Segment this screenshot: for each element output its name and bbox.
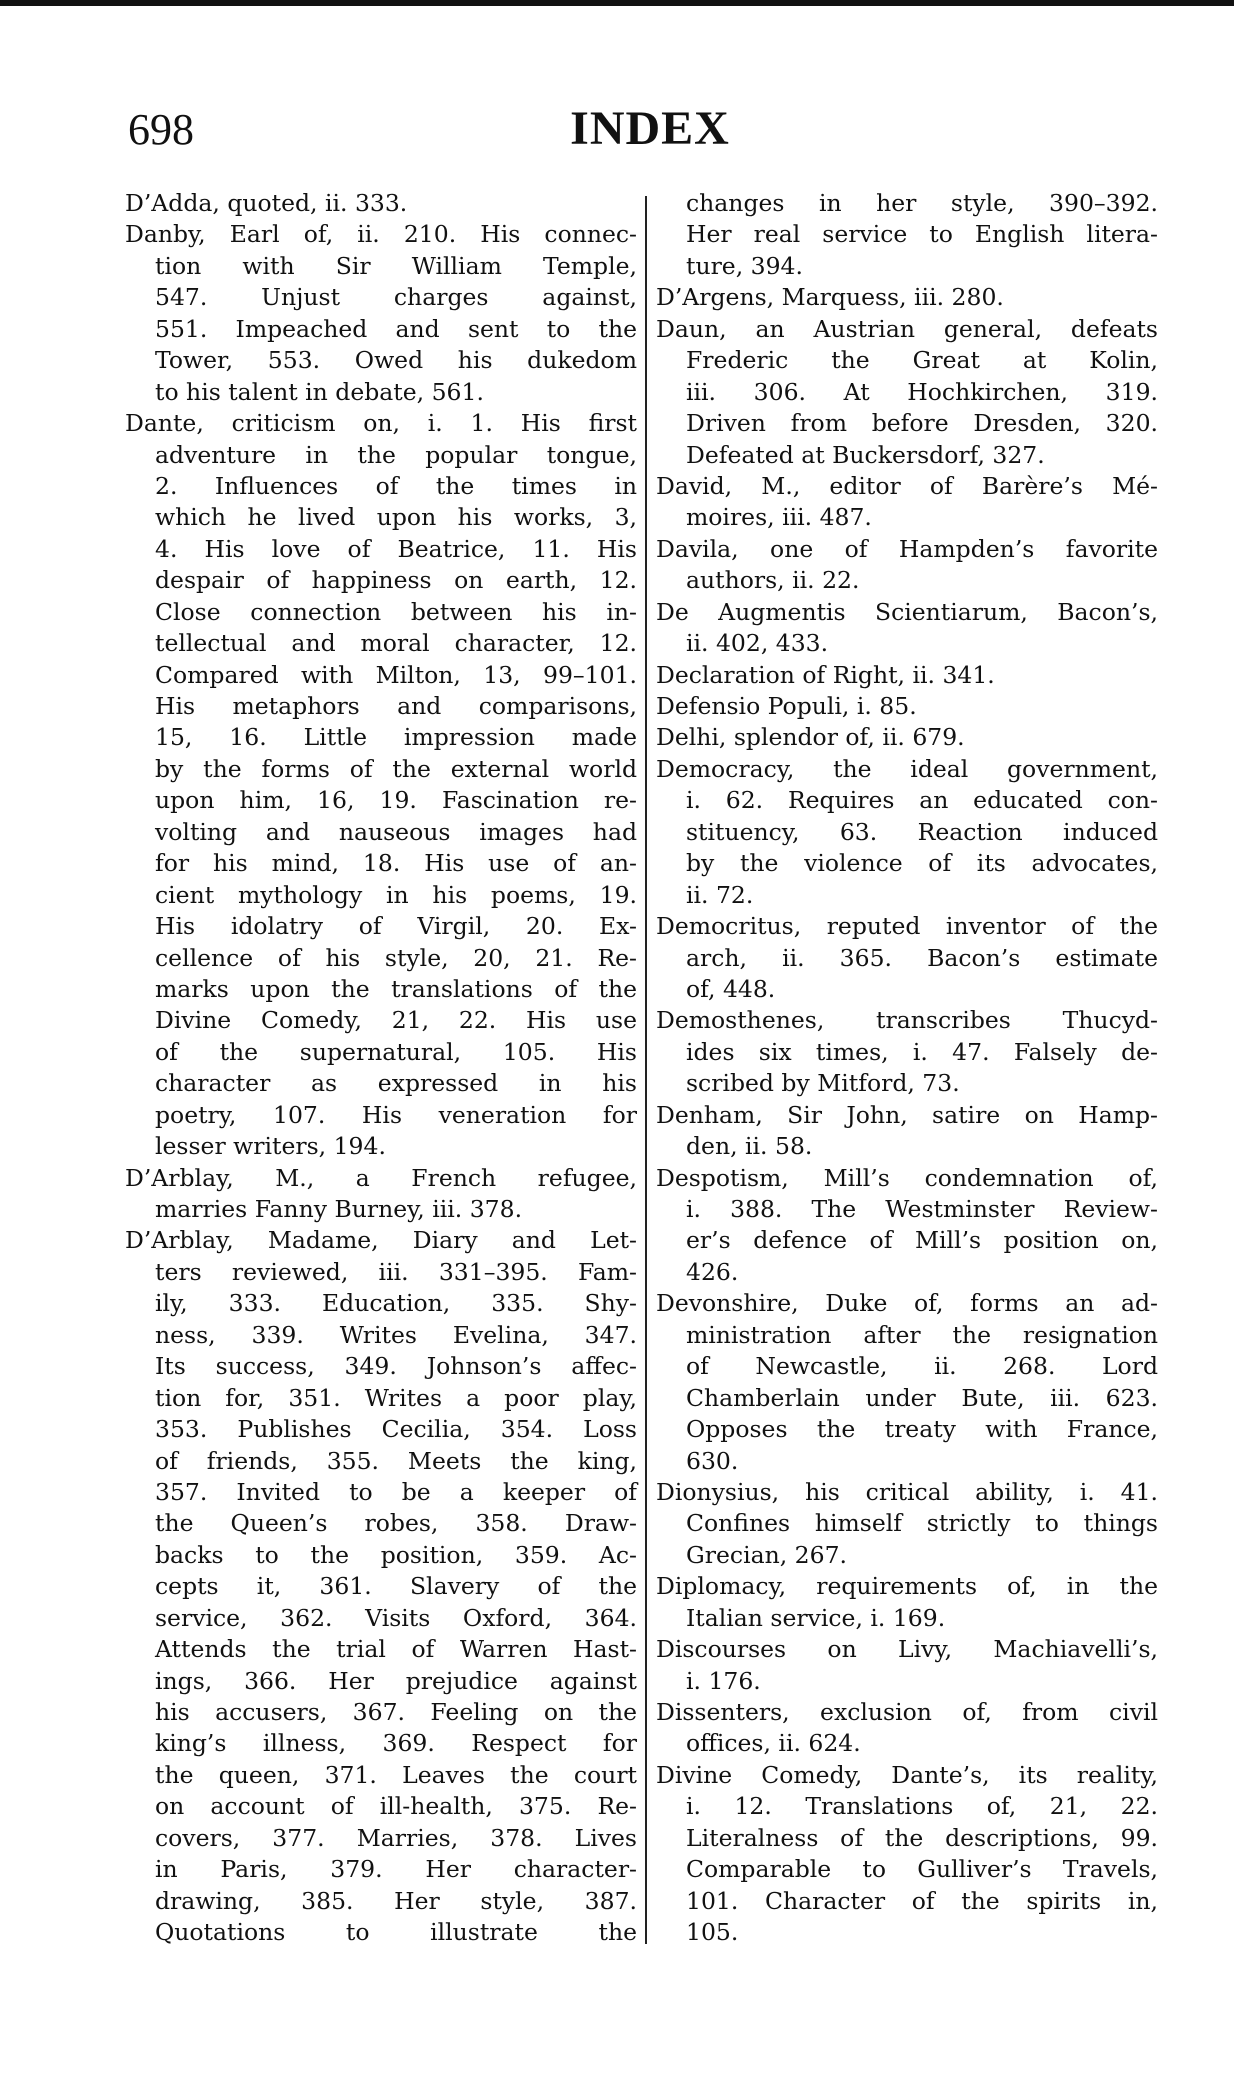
index-entry-line: of Newcastle, ii. 268. Lord [686, 1352, 1158, 1381]
index-entry [125, 188, 637, 219]
index-entry-line: 426. [686, 1257, 739, 1286]
index-entry-line: den, ii. 58. [686, 1132, 813, 1161]
index-entry-line: ters reviewed, iii. 331–395. Fam- [155, 1257, 637, 1286]
index-entry [656, 660, 1158, 691]
index-column-left [125, 188, 637, 1949]
index-entry-line: cepts it, 361. Slavery of the [155, 1572, 637, 1601]
index-entry-line: ii. 72. [686, 880, 754, 909]
index-entry-line: service, 362. Visits Oxford, 364. [155, 1603, 637, 1632]
index-entry-line: poetry, 107. His veneration for [155, 1100, 637, 1129]
index-entry [656, 1697, 1158, 1760]
index-entry-line: Italian service, i. 169. [686, 1603, 946, 1632]
index-entry-line: His metaphors and comparisons, [155, 692, 637, 720]
index-entry-line: 4. His love of Beatrice, 11. His [155, 534, 637, 563]
index-entry-line: Despotism, Mill’s condemnation of, [656, 1163, 1158, 1192]
index-entry-line: ides six times, i. 47. Falsely de- [686, 1037, 1158, 1066]
index-entry-line: volting and nauseous images had [155, 817, 637, 846]
index-entry-line: er’s defence of Mill’s position on, [686, 1226, 1158, 1255]
index-entry [656, 1100, 1158, 1163]
index-entry-line: despair of happiness on earth, 12. [155, 566, 637, 595]
index-entry-line: Divine Comedy, Dante’s, its reality, [656, 1760, 1158, 1789]
index-entry-line: ministration after the resignation [686, 1320, 1158, 1349]
index-entry [656, 1634, 1158, 1697]
index-entry [656, 282, 1158, 313]
index-entry-line: for his mind, 18. His use of an- [155, 849, 637, 878]
index-entry [656, 1005, 1158, 1099]
page-number: 698 [128, 105, 194, 154]
index-entry-line: ii. 402, 433. [686, 629, 829, 658]
index-entry-line: Diplomacy, requirements of, in the [656, 1572, 1158, 1601]
index-entry-line: Tower, 553. Owed his dukedom [155, 346, 637, 375]
index-entry [656, 1571, 1158, 1634]
index-entry-line: Davila, one of Hampden’s favorite [656, 534, 1158, 563]
index-entry-line: marks upon the translations of the [155, 974, 637, 1003]
index-entry-line: Daun, an Austrian general, defeats [656, 314, 1158, 343]
index-entry-line: ings, 366. Her prejudice against [155, 1666, 637, 1695]
index-entry-line: 2. Influences of the times in [155, 471, 637, 500]
index-entry-line: the queen, 371. Leaves the court [155, 1760, 637, 1789]
index-entry-line: 630. [686, 1446, 739, 1475]
index-entry [656, 1163, 1158, 1289]
index-entry-line: Grecian, 267. [686, 1540, 848, 1569]
index-entry-line: backs to the position, 359. Ac- [155, 1540, 637, 1569]
index-entry-line: His idolatry of Virgil, 20. Ex- [155, 912, 637, 941]
index-entry [656, 1288, 1158, 1477]
index-entry-line: to his talent in debate, 561. [155, 377, 484, 406]
index-entry-line: scribed by Mitford, 73. [686, 1069, 960, 1098]
index-entry-line: of friends, 355. Meets the king, [155, 1446, 637, 1475]
index-entry-line: 101. Character of the spirits in, [686, 1886, 1158, 1915]
index-column-right [656, 188, 1158, 1949]
index-entry-line: tion for, 351. Writes a poor play, [155, 1383, 637, 1412]
index-entry [656, 597, 1158, 660]
index-entry [656, 722, 1158, 753]
index-entry-line: Declaration of Right, ii. 341. [656, 660, 995, 689]
index-entry-line: i. 12. Translations of, 21, 22. [686, 1792, 1158, 1821]
page-title: INDEX [570, 102, 730, 155]
index-entry-line: Dissenters, exclusion of, from civil [656, 1698, 1158, 1726]
index-entry-line: drawing, 385. Her style, 387. [155, 1886, 637, 1915]
index-entry [125, 1163, 637, 1226]
index-entry-line: Danby, Earl of, ii. 210. His connec- [125, 220, 637, 249]
index-entry-line: Attends the trial of Warren Hast- [155, 1635, 637, 1664]
index-entry-line: Democritus, reputed inventor of the [656, 912, 1158, 941]
index-entry-line: moires, iii. 487. [686, 503, 872, 532]
index-entry-line: Frederic the Great at Kolin, [686, 346, 1158, 375]
index-entry-line: authors, ii. 22. [686, 566, 860, 595]
index-entry-line: Discourses on Livy, Machiavelli’s, [656, 1635, 1158, 1664]
index-entry-line: Denham, Sir John, satire on Hamp- [656, 1100, 1158, 1129]
index-entry-line: Dante, criticism on, i. 1. His first [125, 409, 637, 438]
index-entry [656, 534, 1158, 597]
index-entry-line: Her real service to English litera- [686, 220, 1158, 249]
index-entry-line: Chamberlain under Bute, iii. 623. [686, 1383, 1158, 1412]
index-entry-line: David, M., editor of Barère’s Mé- [656, 471, 1158, 500]
index-entry-line: tion with Sir William Temple, [155, 251, 637, 280]
index-entry-line: in Paris, 379. Her character- [155, 1855, 637, 1884]
index-entry-line: changes in her style, 390–392. [686, 189, 1158, 217]
index-entry-line: Close connection between his in- [155, 597, 637, 626]
index-entry-line: cellence of his style, 20, 21. Re- [155, 943, 637, 972]
index-entry-line: of the supernatural, 105. His [155, 1037, 637, 1066]
index-entry-line: Devonshire, Duke of, forms an ad- [656, 1289, 1158, 1318]
index-entry-line: Dionysius, his critical ability, i. 41. [656, 1477, 1158, 1506]
index-entry-line: cient mythology in his poems, 19. [155, 880, 637, 909]
index-entry-line: D’Argens, Marquess, iii. 280. [656, 283, 1004, 312]
index-entry-line: tellectual and moral character, 12. [155, 629, 637, 658]
index-entry-line: of, 448. [686, 974, 776, 1003]
index-entry-line: by the forms of the external world [155, 754, 637, 783]
index-entry-line: his accusers, 367. Feeling on the [155, 1698, 637, 1726]
index-entry-line: covers, 377. Marries, 378. Lives [155, 1823, 637, 1852]
index-entry [656, 188, 1158, 282]
index-entry-line: i. 62. Requires an educated con- [686, 786, 1158, 815]
index-entry-line: Democracy, the ideal government, [656, 754, 1158, 783]
index-entry [125, 1225, 637, 1948]
index-entry [656, 1477, 1158, 1571]
index-entry [656, 1760, 1158, 1949]
index-entry-line: Divine Comedy, 21, 22. His use [155, 1006, 637, 1035]
index-entry-line: ture, 394. [686, 251, 803, 280]
index-entry-line: Comparable to Gulliver’s Travels, [686, 1855, 1158, 1884]
top-rule [0, 0, 1234, 6]
index-entry-line: Delhi, splendor of, ii. 679. [656, 723, 965, 752]
index-entry-line: marries Fanny Burney, iii. 378. [155, 1195, 523, 1223]
index-entry [656, 471, 1158, 534]
index-entry-line: D’Arblay, Madame, Diary and Let- [125, 1226, 637, 1255]
index-entry-line: Demosthenes, transcribes Thucyd- [656, 1006, 1158, 1035]
index-entry-line: on account of ill-health, 375. Re- [155, 1792, 637, 1821]
index-entry-line: Quotations to illustrate the [155, 1918, 637, 1947]
index-entry-line: iii. 306. At Hochkirchen, 319. [686, 377, 1158, 406]
index-entry-line: D’Arblay, M., a French refugee, [125, 1163, 637, 1192]
index-entry-line: ness, 339. Writes Evelina, 347. [155, 1320, 637, 1349]
index-entry-line: 15, 16. Little impression made [155, 723, 637, 752]
index-entry-line: 353. Publishes Cecilia, 354. Loss [155, 1415, 637, 1444]
index-entry-line: which he lived upon his works, 3, [155, 503, 637, 532]
index-entry [656, 754, 1158, 911]
index-entry-line: Compared with Milton, 13, 99–101. [155, 660, 637, 689]
index-entry-line: Defeated at Buckersdorf, 327. [686, 440, 1045, 469]
index-entry-line: stituency, 63. Reaction induced [686, 817, 1158, 846]
index-entry [656, 911, 1158, 1005]
index-entry-line: D’Adda, quoted, ii. 333. [125, 189, 408, 217]
index-entry-line: the Queen’s robes, 358. Draw- [155, 1509, 637, 1538]
index-entry-line: character as expressed in his [155, 1069, 637, 1098]
index-entry-line: Defensio Populi, i. 85. [656, 692, 917, 720]
index-entry-line: upon him, 16, 19. Fascination re- [155, 786, 637, 815]
index-entry-line: 357. Invited to be a keeper of [155, 1477, 637, 1506]
index-entry-line: offices, ii. 624. [686, 1729, 861, 1758]
index-entry-line: Confines himself strictly to things [686, 1509, 1158, 1538]
index-entry-line: 547. Unjust charges against, [155, 283, 637, 312]
index-entry-line: Driven from before Dresden, 320. [686, 409, 1158, 438]
index-entry-line: ily, 333. Education, 335. Shy- [155, 1289, 637, 1318]
column-divider [645, 196, 647, 1944]
index-entry-line: lesser writers, 194. [155, 1132, 386, 1161]
index-entry-line: i. 176. [686, 1666, 761, 1695]
index-entry-line: De Augmentis Scientiarum, Bacon’s, [656, 597, 1158, 626]
index-entry-line: Literalness of the descriptions, 99. [686, 1823, 1158, 1852]
index-entry [656, 691, 1158, 722]
index-entry-line: i. 388. The Westminster Review- [686, 1195, 1158, 1223]
index-entry-line: king’s illness, 369. Respect for [155, 1729, 637, 1758]
index-entry-line: Opposes the treaty with France, [686, 1415, 1158, 1444]
index-entry [125, 408, 637, 1163]
index-entry [125, 219, 637, 408]
index-entry-line: adventure in the popular tongue, [155, 440, 637, 469]
index-entry-line: Its success, 349. Johnson’s affec- [155, 1352, 637, 1381]
index-entry-line: 105. [686, 1918, 739, 1947]
index-entry-line: by the violence of its advocates, [686, 849, 1158, 878]
index-entry-line: 551. Impeached and sent to the [155, 314, 637, 343]
index-entry [656, 314, 1158, 471]
index-entry-line: arch, ii. 365. Bacon’s estimate [686, 943, 1158, 972]
